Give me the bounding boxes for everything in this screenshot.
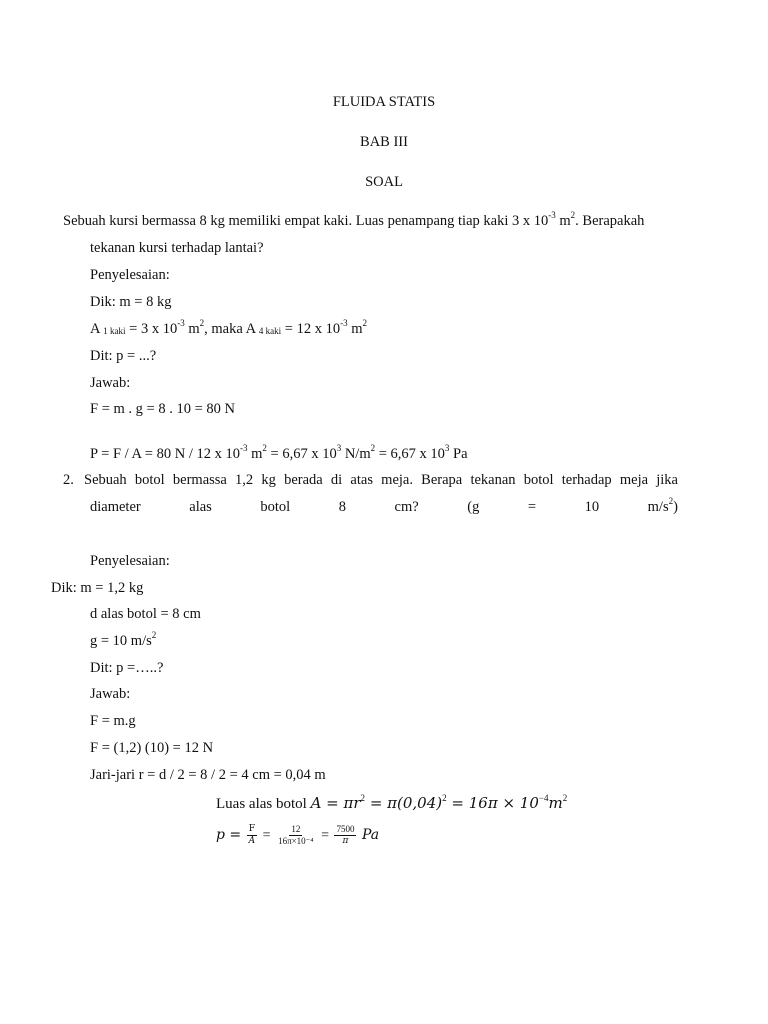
problem2-formula: F = m.g xyxy=(90,713,136,729)
problem1-line1: Sebuah kursi bermassa 8 kg memiliki empat kaki. Luas penampang tiap kaki 3 x $10^{-3}$ $m^2$. Berapakah xyxy=(63,210,645,229)
section-heading: SOAL xyxy=(365,174,403,190)
problem1-known-mass: Dik: m = 8 kg xyxy=(90,294,172,310)
problem2-word: cm? xyxy=(394,499,419,515)
fraction-7500-over-pi: $\frac{7500}{\pi}$ xyxy=(336,824,355,847)
problem1-answer-label: Jawab: xyxy=(90,375,131,391)
problem2-word: botol xyxy=(260,499,291,515)
problem2-line2 xyxy=(90,498,678,516)
problem2-answer-label: Jawab: xyxy=(90,686,131,702)
problem1-force: F = m . g = 8 . 10 = 80 N xyxy=(90,401,235,417)
problem2-word-unit: $m/s^2$) xyxy=(647,496,678,515)
problem2-word: alas xyxy=(189,499,212,515)
problem1-solution-label: Penyelesaian: xyxy=(90,267,170,283)
problem2-known-mass: Dik: m = 1,2 kg xyxy=(51,580,144,596)
problem2-asked: Dit: p =…..? xyxy=(90,660,164,676)
problem2-word: 8 xyxy=(338,499,346,515)
fraction-f-over-a: $\frac{F}{A}$ xyxy=(248,824,256,847)
problem2-force: F = (1,2) (10) = 12 N xyxy=(90,740,214,756)
problem2-known-g: g = 10 $m/s^2$ xyxy=(90,630,157,649)
problem1-known-area: A $_{1 kaki}$ = 3 x $10^{-3}$ $m^2$, maka A $_{4 kaki}$ = 12 x $10^{-3}$ $m^2$ xyxy=(90,318,368,337)
problem2-word: diameter xyxy=(90,499,141,515)
problem2-word: = xyxy=(527,499,537,515)
problem2-number: 2. xyxy=(63,472,74,488)
problem2-word: (g xyxy=(467,499,480,515)
problem1-asked: Dit: p = ...? xyxy=(90,348,157,364)
doc-title: FLUIDA STATIS xyxy=(332,94,436,110)
problem2-radius: Jari-jari r = d / 2 = 8 / 2 = 4 cm = 0,04 m xyxy=(90,767,326,783)
problem2-solution-label: Penyelesaian: xyxy=(90,553,170,569)
problem2-line1: Sebuah botol bermassa 1,2 kg berada di atas meja. Berapa tekanan botol terhadap meja jika xyxy=(84,472,678,488)
problem2-word: 10 xyxy=(584,499,600,515)
problem2-known-diameter: d alas botol = 8 cm xyxy=(90,606,201,622)
problem2-area-equation: Luas alas botol $A = \pi r^2 = \pi(0,04)^2 = 16\pi \times 10^{-4}m^2$ xyxy=(216,793,568,812)
problem1-line2: tekanan kursi terhadap lantai? xyxy=(90,240,264,256)
chapter-heading: BAB III xyxy=(360,134,408,150)
fraction-12-over-area: $\frac{12}{\text{16π×10⁻⁴}}$ xyxy=(278,824,314,847)
problem1-pressure: P = F / A = 80 N / 12 x $10^{-3}$ $m^2 = 6,67$ x $10^3$ $N/m^2 = 6,67$ x $10^3$ Pa xyxy=(90,443,468,462)
problem2-pressure-equation: p = $\frac{F}{A}$ = $\frac{12}{\text{16π×10⁻⁴}}$ = $\frac{7500}{\pi}$ Pa xyxy=(216,824,380,847)
